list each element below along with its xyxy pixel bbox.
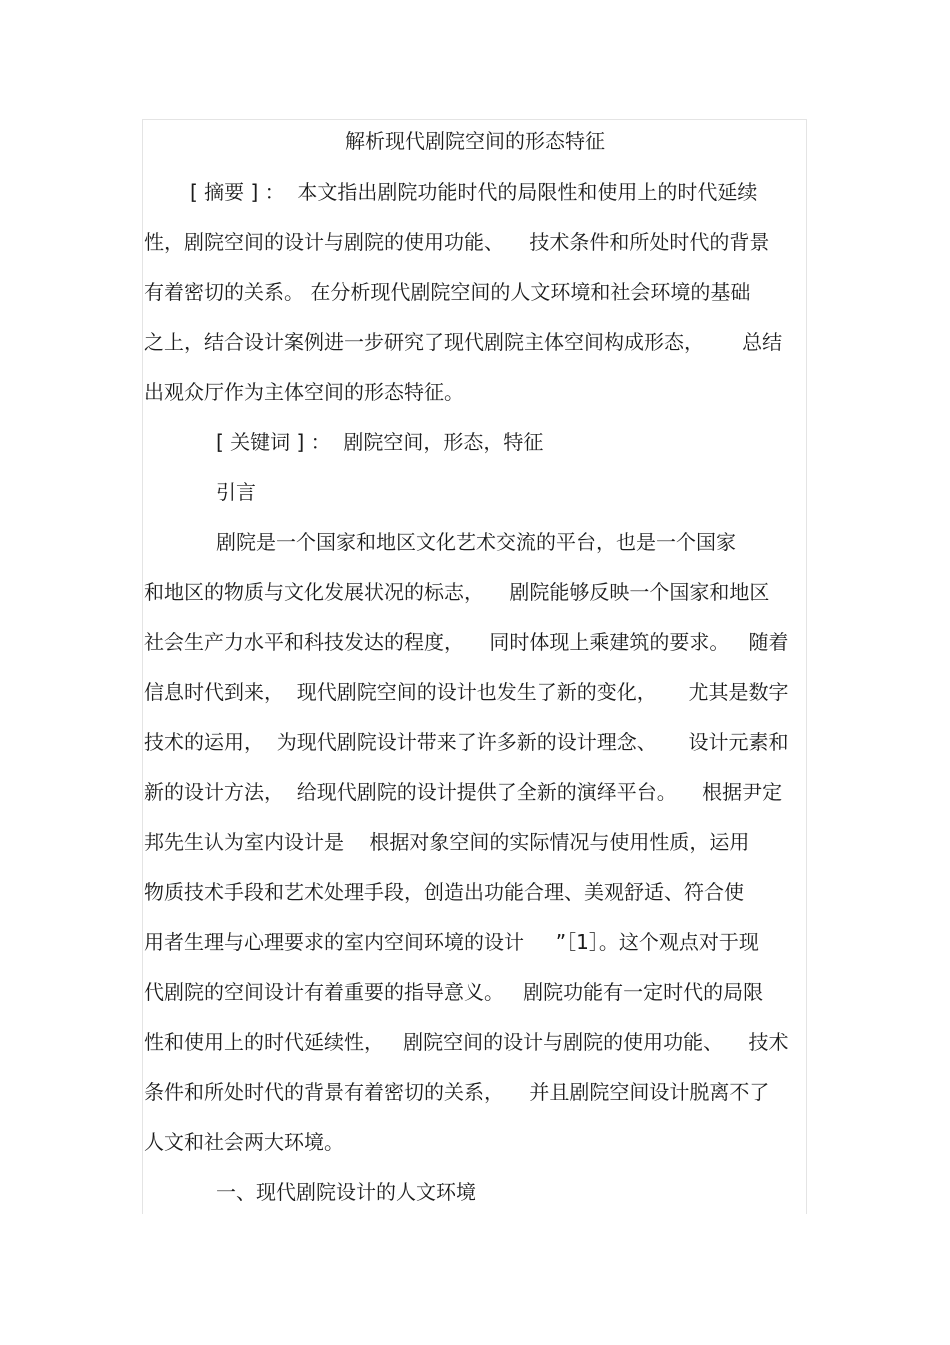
body-line-11: 性和使用上的时代延续性， 剧院空间的设计与剧院的使用功能、 技术 [144,1030,789,1054]
section-heading-intro: 引言 [216,480,256,504]
body-line-5: 技术的运用， 为现代剧院设计带来了许多新的设计理念、 设计元素和 [144,730,789,754]
body-line-3: 社会生产力水平和科技发达的程度， 同时体现上乘建筑的要求。 随着 [144,630,789,654]
body-line-9: 用者生理与心理要求的室内空间环境的设计 ”［1］。这个观点对于现 [144,930,759,954]
keywords-line: [ 关键词 ] ： 剧院空间，形态，特征 [216,430,544,454]
abstract-line-3: 有着密切的关系。 在分析现代剧院空间的人文环境和社会环境的基础 [144,280,751,304]
document-title: 解析现代剧院空间的形态特征 [345,129,605,153]
body-line-1: 剧院是一个国家和地区文化艺术交流的平台，也是一个国家 [216,530,736,554]
body-line-12: 条件和所处时代的背景有着密切的关系， 并且剧院空间设计脱离不了 [144,1080,770,1104]
body-line-13: 人文和社会两大环境。 [144,1130,344,1154]
abstract-line-5: 出观众厅作为主体空间的形态特征。 [144,380,464,404]
abstract-line-1: [ 摘要 ] ： 本文指出剧院功能时代的局限性和使用上的时代延续 [190,180,758,204]
body-line-8: 物质技术手段和艺术处理手段，创造出功能合理、美观舒适、符合使 [144,880,744,904]
body-line-4: 信息时代到来， 现代剧院空间的设计也发生了新的变化， 尤其是数字 [144,680,789,704]
abstract-line-4: 之上，结合设计案例进一步研究了现代剧院主体空间构成形态， 总结 [144,330,783,354]
section-heading-1: 一、现代剧院设计的人文环境 [216,1180,476,1204]
body-line-6: 新的设计方法， 给现代剧院的设计提供了全新的演绎平台。 根据尹定 [144,780,783,804]
body-line-2: 和地区的物质与文化发展状况的标志， 剧院能够反映一个国家和地区 [144,580,770,604]
body-line-10: 代剧院的空间设计有着重要的指导意义。 剧院功能有一定时代的局限 [144,980,764,1004]
body-line-7: 邦先生认为室内设计是 根据对象空间的实际情况与使用性质，运用 [144,830,750,854]
abstract-line-2: 性，剧院空间的设计与剧院的使用功能、 技术条件和所处时代的背景 [144,230,770,254]
